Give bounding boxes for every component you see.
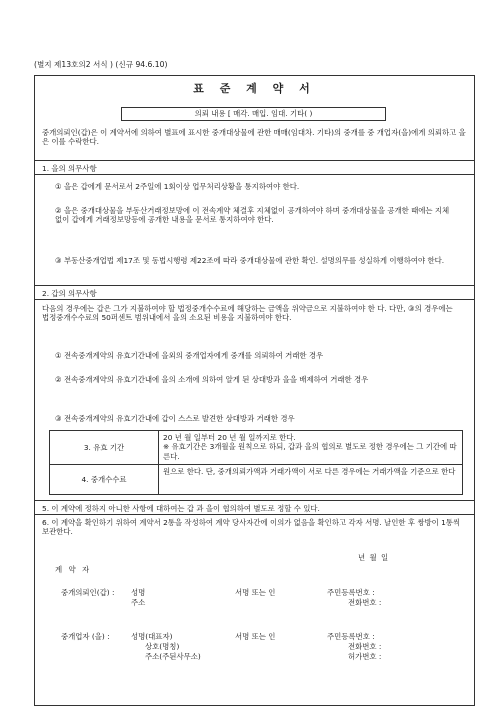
party-a-address-label: 주소 — [131, 598, 146, 607]
party-a-phone-label: 전화번호 : — [348, 598, 382, 607]
table-row — [50, 465, 463, 495]
divider — [35, 174, 474, 175]
party-a-id-label: 주민등록번호 : — [327, 588, 375, 597]
divider — [35, 514, 474, 515]
form-header: (별지 제13호의2 서식 ) (신규 94.6.10) — [34, 60, 168, 69]
divider — [35, 500, 474, 501]
party-b-phone-label: 전화번호 : — [348, 642, 382, 651]
party-a-name-label: 성명 — [131, 588, 146, 597]
party-b-name-label: 성명(대표자) — [131, 632, 173, 641]
party-b-license-label: 허가번호 : — [348, 652, 382, 661]
section1-item-1: ① 을은 갑에게 문서로서 2주일에 1회이상 업무처리상황을 통지하여야 한다. — [55, 182, 300, 191]
table-row — [50, 431, 463, 465]
divider — [35, 160, 474, 161]
divider — [35, 285, 474, 286]
validity-content: 20 년 월 일부터 20 년 월 일까지로 한다. ※ 유효기간은 3개월을 원칙으로 하되, 갑과 을의 협의로 별도로 정한 경우에는 그 기간에 따른다. — [159, 431, 463, 465]
section2-item-2: ② 전속중개계약의 유효기간내에 을의 소개에 의하여 알게 된 상대방과 을을 배제하여 거래한 경우 — [55, 375, 369, 384]
section1-heading: 1. 을의 의무사항 — [42, 164, 97, 173]
fee-label: 4. 중개수수료 — [50, 465, 159, 495]
contract-frame — [34, 75, 475, 706]
party-a-role: 중개의뢰인(갑) : — [61, 588, 115, 597]
request-box: 의뢰 내용 [ 매각. 매입. 임대. 기타( ) — [121, 107, 386, 121]
section1-item-3: ③ 부동산중개업법 제17조 및 동법시행령 제22조에 따라 중개대상물에 관한 확인. 설명의무를 성실하게 이행하여야 한다. — [55, 256, 445, 265]
parties-heading: 계 약 자 — [55, 565, 92, 574]
terms-table — [49, 430, 463, 495]
section2-item-3: ③ 전속중개계약의 유효기간내에 갑이 스스로 발견한 상대방과 거래한 경우 — [55, 414, 295, 423]
party-b-role: 중개업자 (을) : — [61, 632, 110, 641]
party-b-trade-name-label: 상호(명칭) — [145, 642, 180, 651]
date-line: 년 월 일 — [358, 553, 390, 562]
fee-content: 원으로 한다. 단, 중개의뢰가액과 거래가액이 서로 다른 경우에는 거래가액을 기준으로 한다 — [159, 465, 463, 495]
validity-label: 3. 유효 기간 — [50, 431, 159, 465]
party-b-id-label: 주민등록번호 : — [327, 632, 375, 641]
section2-item-1: ① 전속중개계약의 유효기간내에 을외의 중개업자에게 중개를 의뢰하여 거래한 경우 — [55, 351, 324, 360]
section1-item-2: ② 을은 중개대상물을 부동산거래정보망에 이 전속계약 체결후 지체없이 공개하여야 하며 중개대상물을 공개한 때에는 지체없이 갑에게 거래정보망등에 공개한 내용을 문서로 통지하여야 한다. — [55, 206, 450, 225]
intro-paragraph: 중개의뢰인(갑)은 이 계약서에 의하여 별표에 표시한 중개대상물에 관한 매매(임대차. 기타)의 중개를 중 개업자(을)에게 의뢰하고 을은 이를 수락한다. — [42, 128, 466, 147]
party-a-sign-label: 서명 또는 인 — [235, 588, 276, 597]
section2-intro: 다음의 경우에는 갑은 그가 지불하여야 할 법정중개수수료에 해당하는 금액을 위약금으로 지불하여야 한 다. 다만, ③의 경우에는 법정중개수수료의 50퍼센트 범위내에서 을의 소요된 비용을 지불하여야 한다. — [42, 304, 453, 323]
clause-6: 6. 이 계약을 확인하기 위하여 계약서 2통을 작성하여 계약 당사자간에 이의가 없음을 확인하고 각자 서명. 날인한 후 쌍방이 1통씩 보관한다. — [42, 518, 461, 537]
section2-heading: 2. 갑의 의무사항 — [42, 289, 97, 298]
party-b-sign-label: 서명 또는 인 — [235, 632, 276, 641]
party-b-office-label: 주소(주된사무소) — [145, 652, 201, 661]
divider — [35, 299, 474, 300]
document-title: 표 준 계 약 서 — [193, 82, 316, 95]
clause-5: 5. 이 계약에 정하지 아니한 사항에 대하여는 갑 과 을이 협의하여 별도로 정할 수 있다. — [42, 504, 320, 513]
